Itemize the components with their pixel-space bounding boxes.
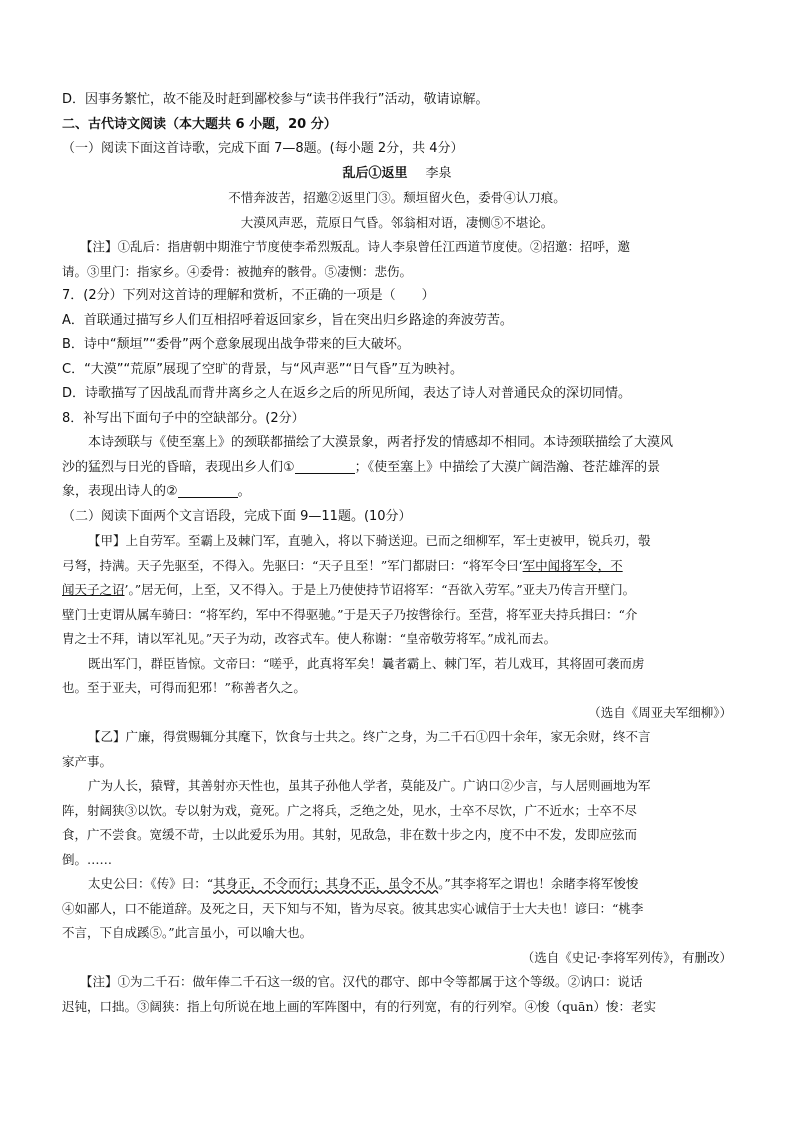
q8-text-3a: 象，表现出诗人的②: [62, 484, 178, 499]
passage-yi-8: ④如鄙人，口不能道辞。及死之日，天下知与不知，皆为尽哀。彼其忠实心诚信于士大夫也！谚曰：“桃李: [62, 900, 644, 916]
q8-text-3b: 。: [237, 484, 251, 499]
passage-jia-4: 壁门士吏谓从属车骑曰：“将军约，军中不得驱驰。”于是天子乃按辔徐行。至营，将军亚夫持兵揖曰：“介: [62, 606, 638, 622]
section-heading: 二、古代诗文阅读（本大题共 6 小题，20 分）: [62, 116, 337, 132]
passage-jia-2: [62, 554, 732, 579]
passage-note-2: 迟钝，口拙。③阔狭：指上句所说在地上画的军阵图中，有的行列宽，有的行列窄。④悛（quān）悛：老实: [62, 998, 657, 1014]
q8-text-2b: ；《使至塞上》中描绘了大漠广阔浩瀚、苍茫雄浑的景: [354, 459, 661, 475]
passage-yi-4: 阵，射阔狭③以饮。专以射为戏，竟死。广之将兵，乏绝之处，见水，士卒不尽饮，广不近水；士卒不尽: [62, 802, 638, 818]
option-d-prev: D．因事务繁忙，故不能及时赶到鄙校参与“读书伴我行”活动，敬请谅解。: [62, 92, 489, 107]
q7-option-c: C．“大漠”“荒原”展现了空旷的背景，与“风声恶”“日气昏”互为映衬。: [62, 361, 463, 377]
passage-note-1: 【注】①为二千石：做年俸二千石这一级的官。汉代的郡守、郎中令等都属于这个等级。②讷口：说话: [80, 974, 643, 989]
passage-yi-6: 倒。……: [62, 851, 113, 867]
poem-note-cont: 请。③里门：指家乡。④委骨：被抛弃的骸骨。⑤凄恻：悲伤。: [62, 263, 413, 279]
passage-yi-7b: 。”其李将军之谓也！余睹李将军悛悛: [438, 876, 639, 891]
passage-jia-3: [62, 578, 732, 603]
q8-text-3: [62, 480, 732, 505]
passage-yi-1: 【乙】广廉，得赏赐辄分其麾下，饮食与士共之。终广之身，为二千石①四十余年，家无余财，终不言: [88, 729, 651, 744]
passage-yi-9: 不言，下自成蹊⑤。”此言虽小，可以喻大也。: [62, 925, 313, 940]
q8-text-1: 本诗颈联与《使至塞上》的颈联都描绘了大漠景象，两者抒发的情感却不相同。本诗颈联描绘了大漠风: [88, 435, 674, 450]
passage-jia-3b: ’。”居无何，上至，又不得入。于是上乃使使持节诏将军：“吾欲入劳军。”亚夫乃传言开壁门。: [124, 582, 636, 597]
passage-yi-7: [62, 872, 732, 897]
source-jia: （选自《周亚夫军细柳》）: [588, 704, 732, 720]
q7-option-b: B．诗中“颓垣”“委骨”两个意象展现出战争带来的巨大破坏。: [62, 337, 410, 352]
source-yi: （选自《史记·李将军列传》，有删改）: [521, 949, 732, 965]
passage-jia-2a: 弓弩，持满。天子先驱至，不得入。先驱曰：“天子且至！”军门都尉曰：“将军令曰‘: [62, 557, 523, 573]
passage-jia-1: 【甲】上自劳军。至霸上及棘门军，直驰入，将以下骑送迎。已而之细柳军，军士吏被甲，锐兵刃，彀: [88, 533, 651, 548]
poem-line-2: 大漠风声恶，荒原日气昏。邻翁相对语，凄恻⑤不堪论。: [240, 214, 554, 230]
poem-title-line: [62, 162, 732, 187]
poem-line-1: 不惜奔波苦，招邀②返里门③。颓垣留火色，委骨④认刀痕。: [228, 190, 566, 205]
passage-yi-7a: 太史公曰：《传》曰：“: [88, 876, 214, 891]
underlined-sentence-yi: 其身正，不令而行；其身不正，虽令不从: [213, 876, 439, 891]
passage-yi-2: 家产事。: [62, 753, 113, 769]
passage-yi-3: 广为人长，猿臂，其善射亦天性也，虽其子孙他人学者，莫能及广。广讷口②少言，与人居则画地为军: [88, 778, 651, 793]
passage-yi-5: 食，广不尝食。宽缓不苛，士以此爱乐为用。其射，见敌急，非在数十步之内，度不中不发，发即应弦而: [62, 827, 638, 842]
poem-title: 乱后①返里: [342, 165, 408, 181]
q7-option-a: A．首联通过描写乡人们互相招呼着返回家乡，旨在突出归乡路途的奔波劳苦。: [62, 312, 513, 328]
answer-blank-1[interactable]: [295, 459, 355, 474]
passage-jia-5: 胄之士不拜，请以军礼见。”天子为动，改容式车。使人称谢：“皇帝敬劳将军。”成礼而去。: [62, 631, 557, 646]
question-8: 8．补写出下面句子中的空缺部分。(2分）: [62, 410, 305, 426]
poem-author: 李泉: [425, 165, 452, 181]
subsection-heading-1: （一）阅读下面这首诗歌，完成下面 7—8题。(每小题 2分，共 4分）: [62, 141, 464, 156]
poem-note: 【注】①乱后：指唐朝中期淮宁节度使李希烈叛乱。诗人李泉曾任江西道节度使。②招邀：招呼，邀: [80, 239, 631, 254]
passage-jia-6: 既出军门，群臣皆惊。文帝曰：“嗟乎，此真将军矣！曩者霸上、棘门军，若儿戏耳，其将固可袭而虏: [88, 655, 645, 671]
subsection-heading-2: （二）阅读下面两个文言语段，完成下面 9—11题。(10分）: [62, 508, 412, 524]
q8-text-2a: 沙的猛烈与日光的昏暗，表现出乡人们①: [62, 459, 295, 475]
passage-jia-7: 也。至于亚夫，可得而犯邪！”称善者久之。: [62, 680, 306, 695]
underlined-sentence-jia-a: 军中闻将军令，不: [522, 557, 623, 573]
answer-blank-2[interactable]: [178, 483, 238, 498]
underlined-sentence-jia-b: 闻天子之诏: [62, 582, 125, 597]
q7-option-d: D．诗歌描写了因战乱而背井离乡之人在返乡之后的所见所闻，表达了诗人对普通民众的深切同情。: [62, 386, 632, 401]
q8-text-2: [62, 456, 732, 481]
question-7: 7．(2分）下列对这首诗的理解和赏析，不正确的一项是（ ）: [62, 288, 435, 303]
